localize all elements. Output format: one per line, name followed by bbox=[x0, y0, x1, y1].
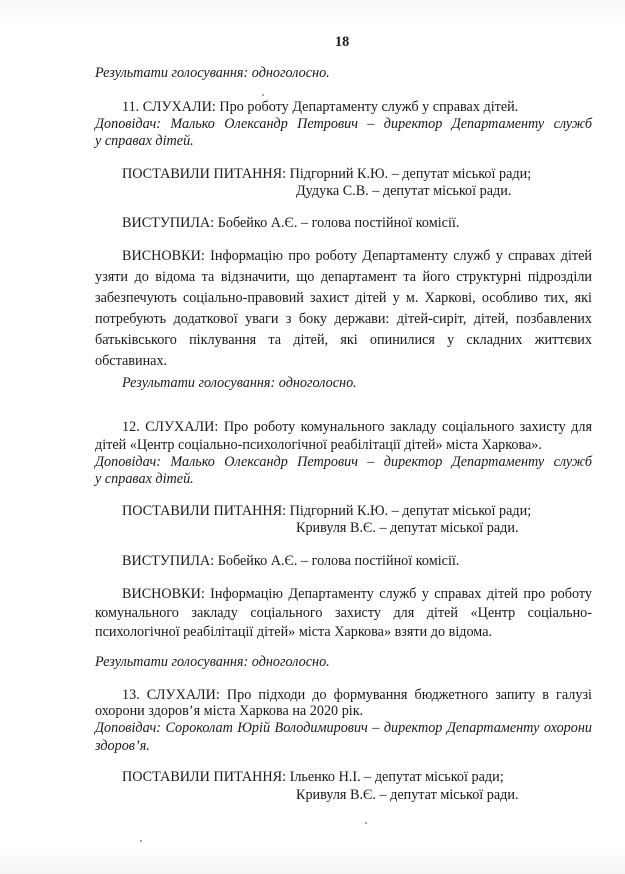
item-11-conclusions-1: ВИСНОВКИ: Інформацію про роботу Департаменту служб у справах дітей bbox=[122, 248, 592, 264]
item-13-heard-cont: охорони здоров’я міста Харкова на 2020 рік. bbox=[95, 703, 364, 719]
item-13-speaker: Доповідач: Сороколат Юрій Володимирович – директор Департаменту охорони bbox=[95, 720, 592, 736]
item-13-speaker-cont: здоров’я. bbox=[95, 738, 150, 754]
item-11-conclusions-5: батьківського піклування та дітей, які опинилися у складних життєвих bbox=[95, 332, 592, 348]
item-12-speech: ВИСТУПИЛА: Бобейко А.Є. – голова постійної комісії. bbox=[122, 553, 460, 569]
item-12-questions: ПОСТАВИЛИ ПИТАННЯ: Підгорний К.Ю. – депутат міської ради; bbox=[122, 503, 532, 519]
item-11-speech: ВИСТУПИЛА: Бобейко А.Є. – голова постійної комісії. bbox=[122, 215, 460, 231]
vote-result-line: Результати голосування: одноголосно. bbox=[95, 65, 330, 81]
item-11-heard: 11. СЛУХАЛИ: Про роботу Департаменту служб у справах дітей. bbox=[122, 99, 519, 115]
item-11-speaker: Доповідач: Малько Олександр Петрович – директор Департаменту служб bbox=[95, 116, 592, 132]
vote-result-line: Результати голосування: одноголосно. bbox=[122, 375, 357, 391]
scan-speck bbox=[365, 822, 367, 824]
scan-speck bbox=[140, 840, 142, 842]
scan-speck bbox=[262, 94, 264, 96]
item-11-conclusions-4: потребують додаткової уваги з боку держави: дітей-сиріт, дітей, позбавлених bbox=[95, 311, 592, 327]
item-13-questions-cont: Кривуля В.Є. – депутат міської ради. bbox=[296, 787, 519, 803]
item-12-conclusions-1: ВИСНОВКИ: Інформацію Департаменту служб у справах дітей про роботу bbox=[122, 586, 592, 602]
vote-result-line: Результати голосування: одноголосно. bbox=[95, 654, 330, 670]
item-13-questions: ПОСТАВИЛИ ПИТАННЯ: Ільенко Н.І. – депутат міської ради; bbox=[122, 769, 504, 785]
item-12-conclusions-3: психологічної реабілітації дітей» міста Харкова» взяти до відома. bbox=[95, 624, 493, 640]
item-13-heard: 13. СЛУХАЛИ: Про підходи до формування бюджетного запиту в галузі bbox=[122, 687, 592, 703]
page-number: 18 bbox=[335, 34, 350, 50]
item-12-heard-cont: дітей «Центр соціально-психологічної реабілітації дітей» міста Харкова». bbox=[95, 437, 542, 453]
item-12-speaker: Доповідач: Малько Олександр Петрович – директор Департаменту служб bbox=[95, 454, 592, 470]
item-11-questions: ПОСТАВИЛИ ПИТАННЯ: Підгорний К.Ю. – депутат міської ради; bbox=[122, 166, 532, 182]
item-11-conclusions-3: забезпечують соціально-правовий захист дітей у м. Харкові, особливо тих, які bbox=[95, 290, 592, 306]
item-12-speaker-cont: у справах дітей. bbox=[95, 471, 194, 487]
item-12-heard: 12. СЛУХАЛИ: Про роботу комунального закладу соціального захисту для bbox=[122, 419, 592, 435]
item-12-conclusions-2: комунального закладу соціального захисту для дітей «Центр соціально- bbox=[95, 605, 592, 621]
item-12-questions-cont: Кривуля В.Є. – депутат міської ради. bbox=[296, 520, 519, 536]
item-11-speaker-cont: у справах дітей. bbox=[95, 133, 194, 149]
item-11-questions-cont: Дудука С.В. – депутат міської ради. bbox=[296, 183, 512, 199]
item-11-conclusions-6: обставинах. bbox=[95, 353, 168, 369]
item-11-conclusions-2: узяти до відома та відзначити, що департамент та його структурні підрозділи bbox=[95, 269, 592, 285]
